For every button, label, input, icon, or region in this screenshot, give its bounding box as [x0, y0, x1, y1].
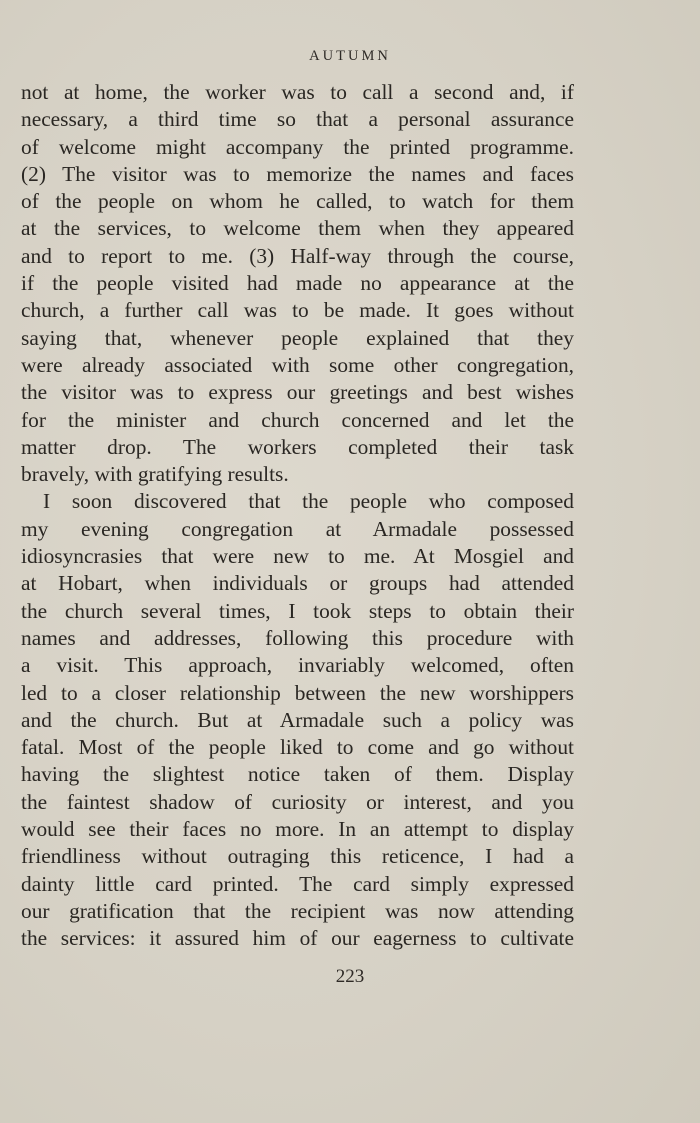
text-line: matter drop. The workers completed their task [21, 434, 574, 459]
text-line: having the slightest notice taken of them. Display [21, 762, 574, 787]
running-head: AUTUMN [309, 48, 391, 64]
text-line: the visitor was to express our greetings and best wishes [21, 380, 574, 405]
text-line: would see their faces no more. In an attempt to display [21, 817, 574, 842]
body-text [21, 79, 574, 953]
text-line: the church several times, I took steps to obtain their [21, 598, 574, 623]
text-line: idiosyncrasies that were new to me. At Mosgiel and [21, 544, 574, 569]
text-line: I soon discovered that the people who composed [43, 489, 574, 514]
text-line: necessary, a third time so that a personal assurance [21, 107, 574, 132]
text-line: names and addresses, following this procedure with [21, 625, 574, 650]
text-line: if the people visited had made no appearance at the [21, 271, 574, 296]
text-line: dainty little card printed. The card simply expressed [21, 871, 574, 896]
text-line: saying that, whenever people explained that they [21, 325, 574, 350]
text-line: bravely, with gratifying results. [21, 462, 289, 487]
text-line: fatal. Most of the people liked to come and go without [21, 735, 574, 760]
text-line: the faintest shadow of curiosity or interest, and you [21, 789, 574, 814]
text-line: not at home, the worker was to call a second and, if [21, 80, 574, 104]
page-number: 223 [335, 966, 365, 987]
text-line: a visit. This approach, invariably welcomed, often [21, 653, 574, 678]
text-line: at the services, to welcome them when they appeared [21, 216, 574, 241]
text-line: at Hobart, when individuals or groups had attended [21, 571, 574, 596]
text-line: and the church. But at Armadale such a policy was [21, 707, 574, 732]
text-line: of the people on whom he called, to watch for them [21, 189, 574, 214]
text-line: friendliness without outraging this reticence, I had a [21, 844, 574, 869]
text-line: were already associated with some other congregation, [21, 352, 574, 377]
text-line: church, a further call was to be made. It goes without [21, 298, 574, 323]
text-line: and to report to me. (3) Half-way through the course, [21, 243, 574, 268]
text-line: (2) The visitor was to memorize the names and faces [21, 161, 574, 186]
text-line: of welcome might accompany the printed programme. [21, 134, 574, 159]
text-line: for the minister and church concerned and let the [21, 407, 574, 432]
text-line: the services: it assured him of our eagerness to cultivate [21, 926, 574, 951]
text-line: our gratification that the recipient was now attending [21, 898, 574, 923]
text-line: led to a closer relationship between the new worshippers [21, 680, 574, 705]
text-line: my evening congregation at Armadale possessed [21, 516, 574, 541]
